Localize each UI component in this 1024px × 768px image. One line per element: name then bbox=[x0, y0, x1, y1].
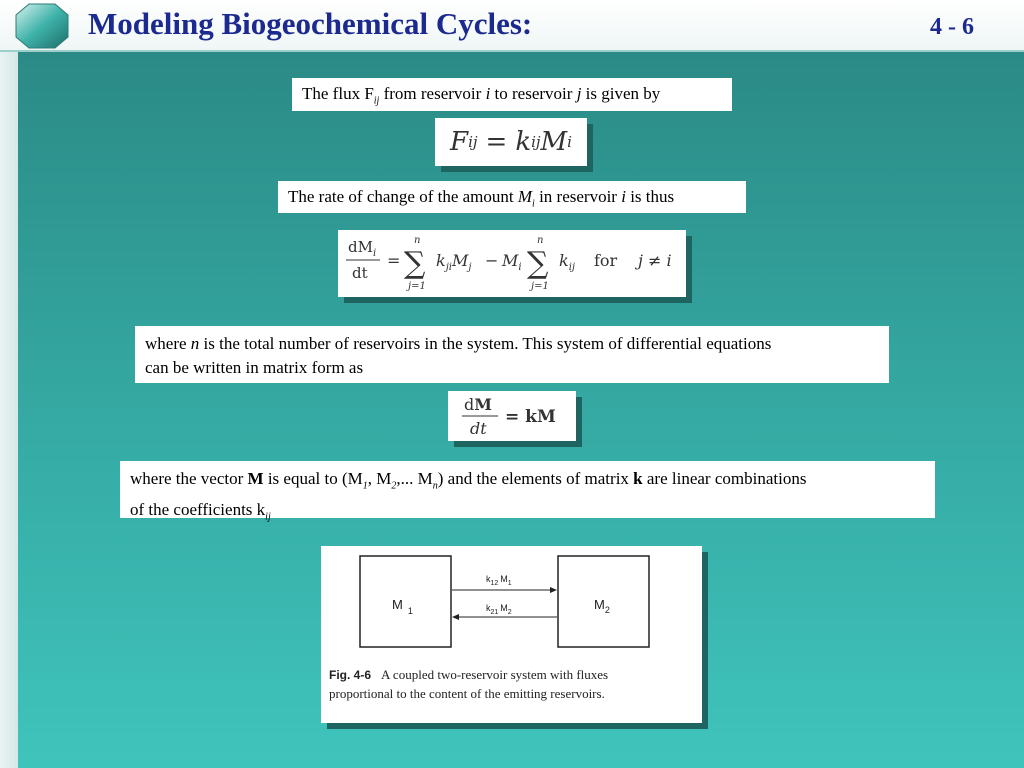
sum-upper-limit-2: n bbox=[537, 235, 544, 246]
reservoir-diagram bbox=[321, 546, 702, 723]
rate-equation bbox=[338, 230, 686, 297]
page-number: 4 - 6 bbox=[930, 14, 974, 40]
left-decorative-strip bbox=[0, 0, 18, 768]
rate-equation-drawing bbox=[338, 230, 686, 297]
dt-denominator-2: dt bbox=[470, 419, 487, 438]
dt-denominator: dt bbox=[352, 264, 368, 282]
title-bar bbox=[0, 0, 1024, 52]
kij-term: $k_{ij}$ bbox=[559, 251, 576, 273]
flux-label-k12-m1: $k_{12}$ $M_1$ bbox=[486, 574, 512, 587]
arrowhead-left-icon bbox=[452, 614, 459, 620]
condition-j-not-i: j ≠ i bbox=[638, 251, 672, 270]
dm-numerator: dM bbox=[464, 395, 492, 414]
reservoir-2-label: $M_2$ bbox=[594, 597, 610, 615]
kji-mj-term: $k_{ji}M_j$ bbox=[436, 251, 472, 273]
sum-symbol: ∑ bbox=[404, 246, 426, 281]
dmi-numerator: $dM_i$ bbox=[348, 238, 377, 259]
minus-sign: − bbox=[485, 251, 499, 270]
sum-lower-limit: j=1 bbox=[408, 281, 426, 292]
flux-definition-text: The flux $F_{ij}$ from reservoir i to reservoir j is given by bbox=[292, 78, 732, 111]
matrix-equation-drawing bbox=[448, 391, 576, 441]
km-rhs: = kM bbox=[505, 407, 556, 427]
flux-equation: F ij = k ij M i bbox=[435, 118, 587, 166]
flux-label-k21-m2: $k_{21}$ $M_2$ bbox=[486, 603, 512, 616]
for-word: for bbox=[594, 251, 618, 270]
figure-caption-line-2: proportional to the content of the emitting reservoirs. bbox=[329, 686, 605, 701]
sum-upper-limit: n bbox=[414, 235, 421, 246]
reservoir-box-1 bbox=[360, 556, 451, 647]
sum-symbol-2: ∑ bbox=[527, 246, 549, 281]
title-divider bbox=[0, 50, 1024, 52]
figure-caption-line-1: Fig. 4-6 A coupled two-reservoir system with fluxes bbox=[329, 667, 609, 682]
mi-term: $M_i$ bbox=[502, 251, 522, 273]
reservoir-1-label: M $_1$ bbox=[392, 597, 413, 616]
two-reservoir-figure bbox=[321, 546, 702, 723]
rate-of-change-text: The rate of change of the amount $M_i$ in reservoir i is thus bbox=[278, 181, 746, 213]
matrix-equation bbox=[448, 391, 576, 441]
vector-definition-text: where the vector M is equal to ($M_1$, $M_2$,... $M_n$) and the elements of matrix k are linear combinations of the coefficients $k_{ij}$ bbox=[120, 461, 935, 518]
equals-sign: = bbox=[387, 251, 401, 270]
where-n-text: where n is the total number of reservoirs in the system. This system of differential equations can be written in matrix form as bbox=[135, 326, 889, 383]
sum-lower-limit-2: j=1 bbox=[531, 281, 549, 292]
page-title: Modeling Biogeochemical Cycles: bbox=[88, 6, 533, 41]
octagon-logo-icon bbox=[15, 3, 69, 49]
arrowhead-right-icon bbox=[550, 587, 557, 593]
